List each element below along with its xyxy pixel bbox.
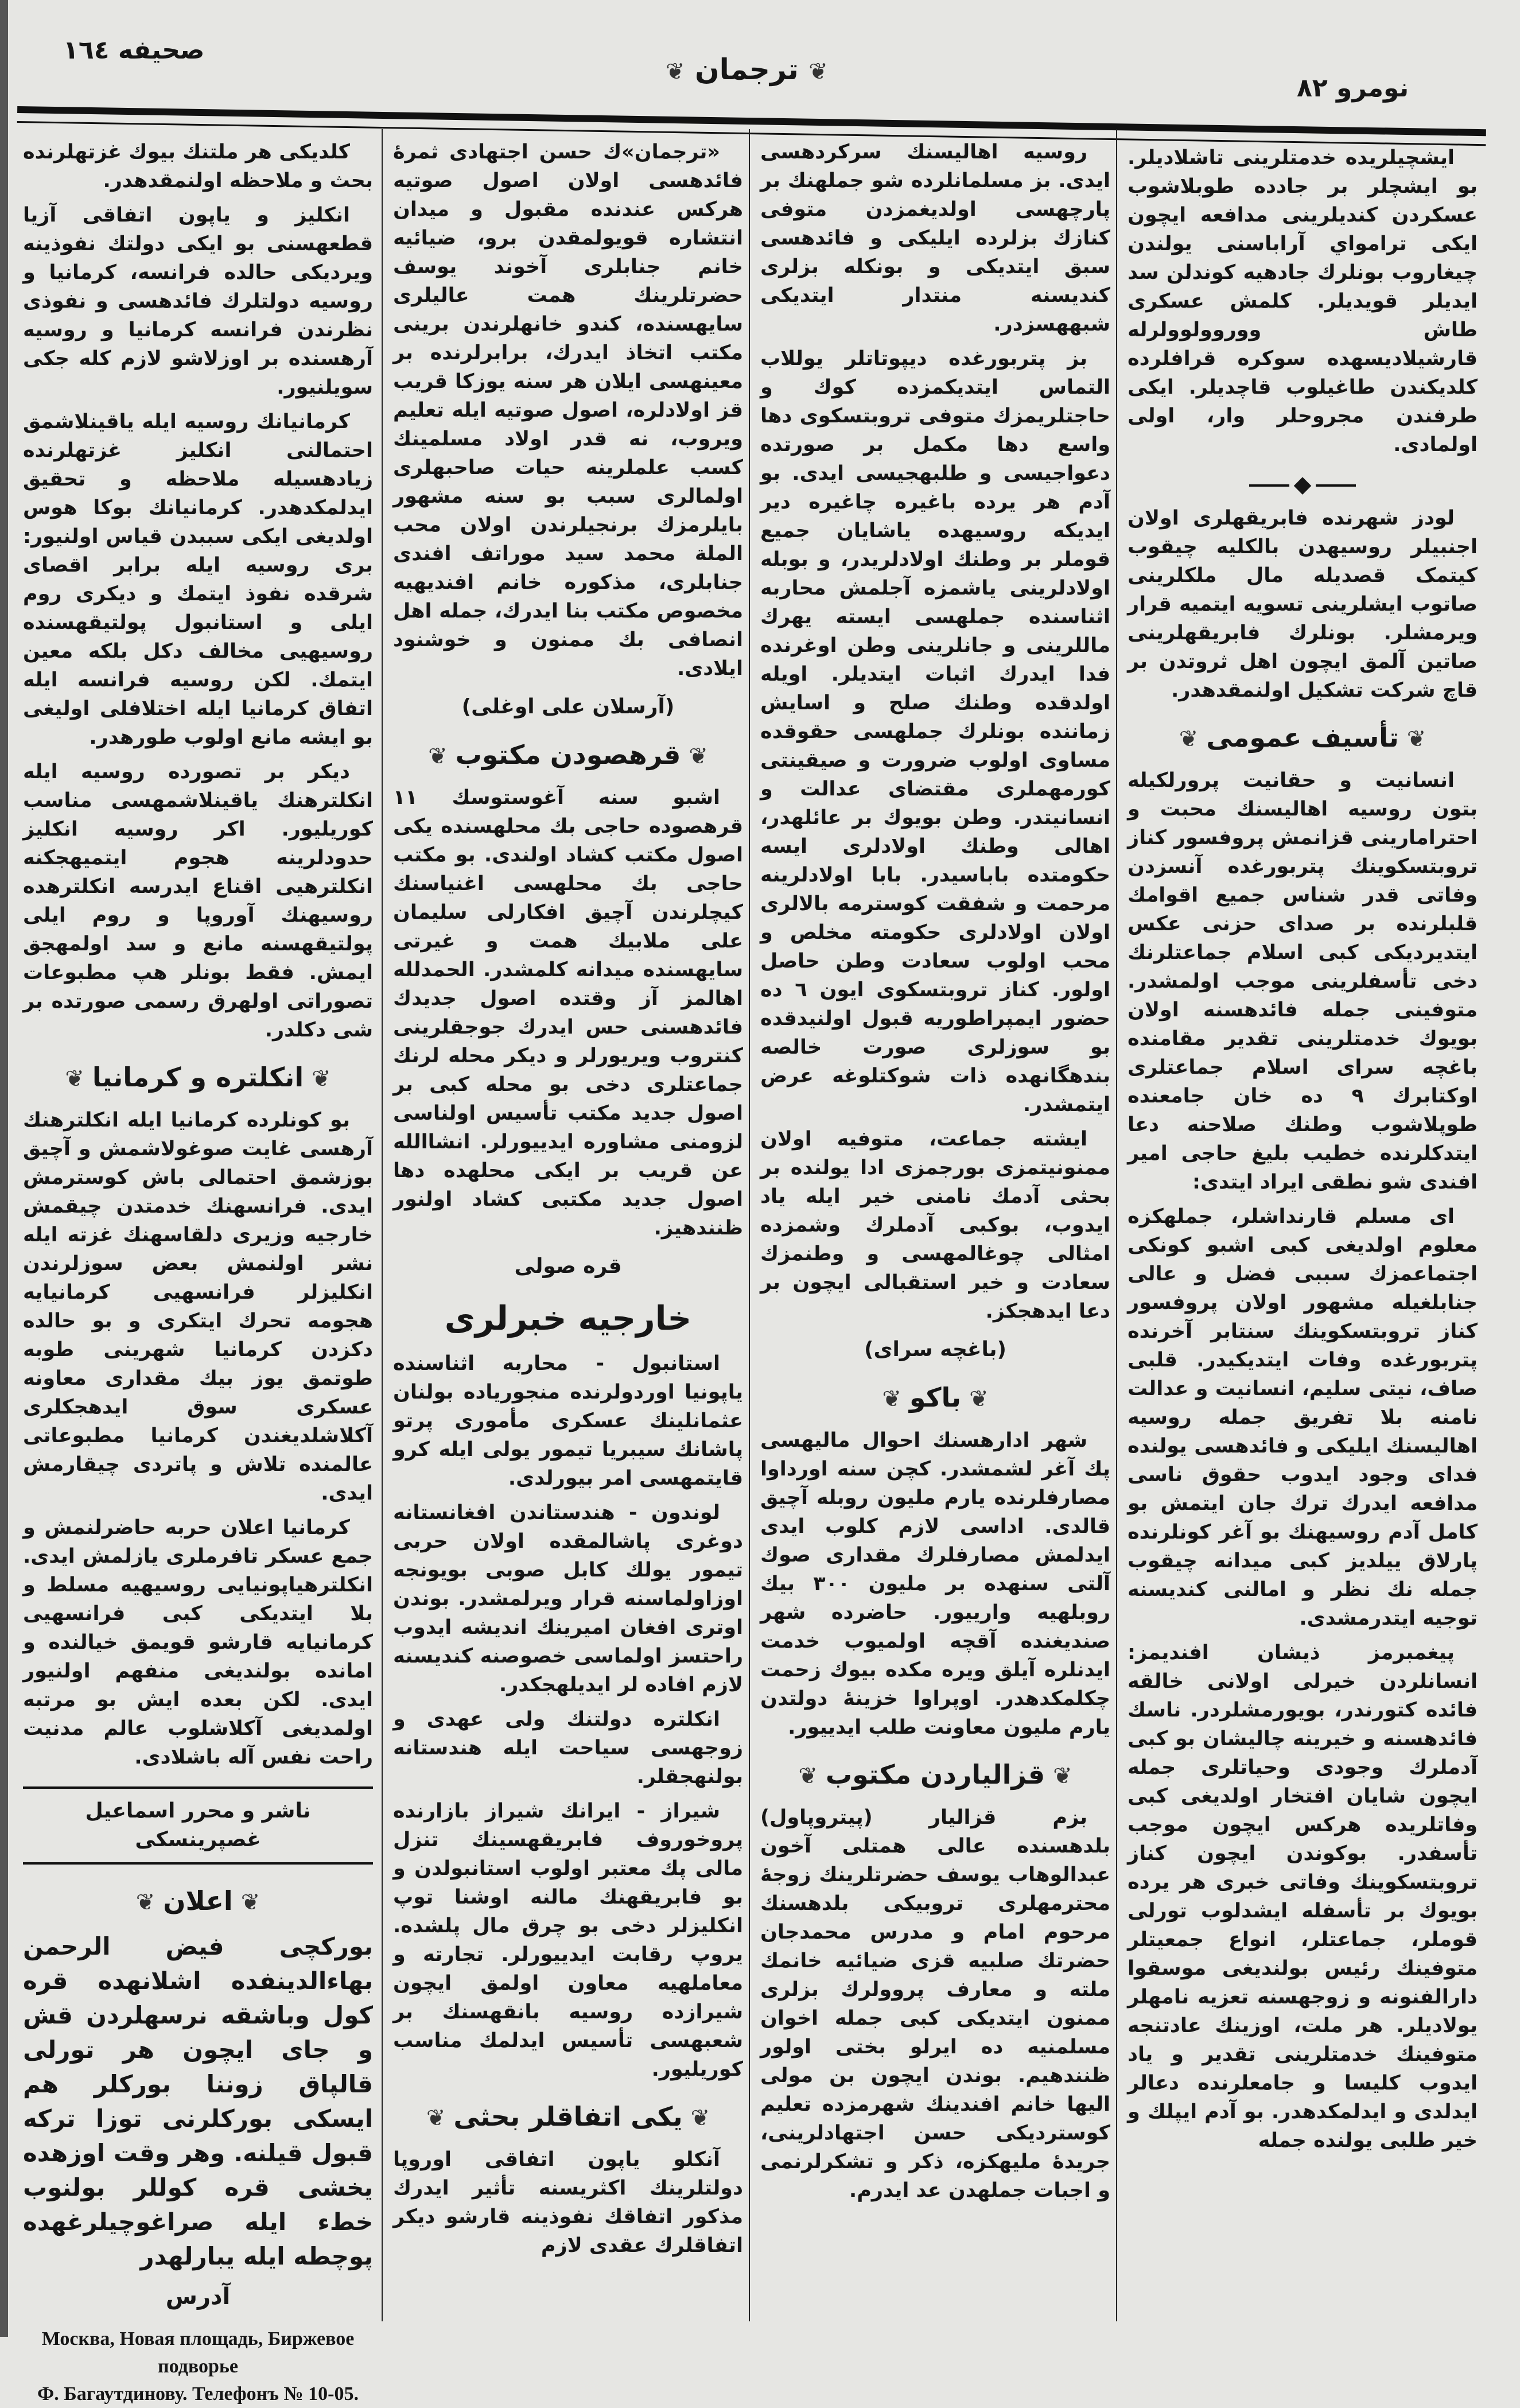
heading-england-germany: ❦انکلتره و کرمانیا❦ (65, 1062, 331, 1093)
article-text: اشبو سنه آغوستوسك ۱۱ قرهصوده حاجی بك محلهسنده یکی اصول مکتب کشاد اولندی. بو مکتب حاجی بك محلهسی اغنیاسنك کیچلرندن آچیق افکارلی سلیمان علی ملابیك همت و غیرتی سایهسنده میدانه کلمشدر. الحمدلله اهالمز آز وقتده اصول جدیدك فائدهسنی حس ایدرك جوجقلرینی کنتروب ویریورلر و دیکر محله لرنك جماعتلری دخی بو محله کبی بر اصول جدید مکتب تأسیس اولناسی لزومنی مشاوره ایدییورلر. انشاالله عن قریب بر ایکی محلهده دها اصول جدید مکتبی کشاد اولنور ظنندهیز. (393, 786, 743, 1240)
signature: (آرسلان علی اوغلی) (461, 695, 675, 718)
separator-ornament: ◆ (1128, 468, 1478, 500)
article-text: کرمانیانك روسیه ایله یاقینلاشمق احتمالنی انکلیز غزتهلرنده زیادهسیله ملاحظه و تحقیق ایدلمکدهدر. کرمانیانك بوکا هوس اولدیغی ایکی سببدن قیاس اولنیور: بری روسیه ایله برابر اقصای شرقده نفوذ ایتمك و دیکری روم ایلی و استانبول پولتیقهسنده روسیهیی مخالف دکل بلکه معین ایتمك. لکن روسیه فرانسه ایله اتفاق کرمانیا ایله اختلافلی اولیغی بو ایشه مانع اولوب طورهدر. (23, 410, 373, 749)
signature: قره صولی (514, 1255, 622, 1278)
article-text: ای مسلم قارنداشلر، جملهکزه معلوم اولدیغی کبی اشبو کونکی اجتماعمزك سببی فضل و عالی جنابلغیله مشهور اولان پروفسور کناز تروبتسکوینك سنتابر آخرنده پتربورغده وفات ایتدیکیدر. قلبی صاف، نیتی سلیم، انسانیت و عدالت نامنه بلا تفریق جمله روسیه اهالیسنك ایلیکی و فائدهسی یولنده فدای وجود ایدوب حقوق ناسی مدافعه ایدرك ترك جان ایتمش بو کامل آدم روسیهنك بو آغر کونلرنده پارلاق ییلدیز کبی میدانه چیقوب جمله نك نظر و امالنی کندیسنه توجیه ایتدرمشدی. (1128, 1205, 1478, 1630)
heading-foreign-news: خارجیه خبرلری (444, 1299, 692, 1338)
article-text: بز پتربورغده دیپوتاتلر یوللاب التماس ایتدیکمزده کوك و حاجتلریمزك متوفی تروبتسکوی دها واسع دها مکمل بر صورتده دعواجیسی و طلبهجیسی ایدی. بو آدم هر یرده باغیره چاغیره دیر ایدیکه روسیهده یاشایان جمیع قوملر بر وطنك اولادلریدر، و بوبله اولادلرینی یاشمزه آجلمش محاربه اثناسنده جملهسی ایسته یهرك ماللرینی و جانلرینی وطن اوغرنده فدا ایدرك اثبات ایتدیلر. اویله اولدقده وطنك صلح و اسایش زماننده بونلرك جملهسی حقوقده مساوی اولوب ضرورت و صیقینتی کورمهملری مقتضای عدالت و انسانیتدر. وطن بویوك بر عائلهدر، اهالی وطنك اولادلری ایسه حکومتده باباسیدر. بابا اولادلرینه مرحمت و شفقت کوسترمه بالالری اولان اولادلری حکومته مخلص و محب اولوب سعادت وطن حاصل اولور. کناز تروبتسکوی ایون ٦ ده حضور ایمپراطوریه قبول اولنیدقده بو سوزلری صورت خالصه بندهگانهده ذات شوکتلوغه عرض ایتمشدر. (760, 347, 1110, 1116)
article-text: روسیه اهالیسنك سرکردهسی ایدی. بز مسلمانلرده شو جملهنك بر پارچهسی اولدیغمزدن متوفی کنازك بزلرده ایلیکی و فائدهسی سبق ایتدیکی و بونکله بزلری کندیسنه منتدار ایتدیکی شبههسزدر. (760, 141, 1110, 336)
news-item: لوندون - هندستاندن افغانستانه دوغری پاشالمقده اولان حربی تیمور یولك کابل صوبی بویونجه اوزاولماسنه قرار ویرلمشدر. بوندن اوتری افغان امیرینك اندیشه ایدوب راحتسز اولماسی خصوصنه کندیسنه لازم افاده لر ایدیلهجکدر. (393, 1501, 743, 1696)
column-3 (393, 138, 743, 2266)
column-2 (760, 138, 1110, 2211)
ornament-icon: ❦ (808, 59, 828, 85)
column-divider (749, 129, 750, 2321)
column-1 (1128, 143, 1478, 2161)
heading-qarasu: ❦قرهصودن مکتوب❦ (428, 739, 708, 770)
article-text: کرمانیا اعلان حربه حاضرلنمش و جمع عسکر تافرملری یازلمش ایدی. انکلترهیاپونیایی روسیهیه مسلط و بلا ایتدیکی کبی فرانسهیی کرمانیایه قارشو قویمق خیالنده و امانده بولندیغی منفهم اولنیور ایدی. لکن بعده ایش بو مرتبه اولمدیغی آکلاشلوب عالم مدنیت راحت نفس آله باشلادی. (23, 1516, 373, 1769)
heading-qizilyar: ❦قزالياردن مکتوب❦ (798, 1759, 1072, 1790)
page-number: صحیفه ۱٦٤ (63, 36, 205, 65)
heading-announcement: ❦اعلان❦ (135, 1885, 261, 1916)
article-text: ایشچیلریده خدمتلرینی تاشلادیلر. بو ایشچلر بر جادده طوبلاشوب عسکردن کندیلرینی مدافعه ایچون ایکی ترامواي آراباسنی یولندن چیغاروب بونلرك جادهیه کوندلن سد ایدیلر قویدیلر. کلمش عسکری طاش ووروولوولرله قارشیلادیسهده سوکره قرافلرده کلدیکندن طاغیلوب قاچدیلر. ایکی طرفندن مجروحلر وار، اولی اولمادی. (1128, 146, 1478, 456)
article-text: ایشته جماعت، متوفیه اولان ممنونیتمزی بورجمزی ادا یولنده بر بحثی آدمك نامنی خیر ایله یاد ایدوب، بوکبی آدملرك وشمزده امثالی چوغالمهسی و وطنمزك سعادت و خیر استقبالی ایچون بر دعا ایدهجکز. (760, 1128, 1110, 1323)
address-line-1: Москва, Новая площадь, Биржевое подворье (41, 2328, 355, 2377)
heading-new-alliances: ❦یکی اتفاقلر بحثی❦ (426, 2101, 710, 2132)
column-4 (23, 138, 373, 2408)
article-text: بزم قزالیار (پیتروپاول) بلدهسنده عالی همتلی آخون عبدالوهاب یوسف حضرتلرینك زوجهٔ محترمهلری تروبیکی بلدهسنك مرحوم امام و مدرس محمدجان حضرتك صلبیه قزی ضیائیه خانمك ملته و معارف پروولرك بزلری ممنون ایتدیکی کبی جمله اخوان مسلمنیه ده ایرلو بختی اولور ظنندهیم. بوندن ایچون بن مولی الیها خانم افندینك شهرمزده تعلیم کوستردیکی حسن اجتهادلرینی، جریدهٔ ملیهکزه، ذکر و تشکرلرنمی و اجبات جملهدن عد ایدرم. (760, 1806, 1110, 2202)
news-item: استانبول - محاربه اثناسنده یاپونیا اوردولرنده منجوریاده بولنان عثمانلینك عسکری مأموری پرتو پاشانك سیبریا تیمور یولی ایله کرو قایتمهسی امر بیورلدی. (393, 1352, 743, 1490)
heading-baku: ❦باکو❦ (882, 1382, 989, 1413)
article-text: انسانیت و حقانیت پرورلکیله بتون روسیه اهالیسنك محبت و احترامارینی قزانمش پروفسور کناز تروبتسکوینك پتربورغده آنسزدن وفاتی قدر شناس جمیع اقوامك قلبلرنده بر صدای حزنی عکس ایتدیردیکی کبی اسلام جماعتلرنك دخی تأسفلرینی موجب اولمشدر. متوفینی جمله فائدهسنه اولان بویوك خدمتلرینی تقدیر مقامنده باغچه سرای اسلام جماعتلری اوکتابرك ۹ ده خان جامعنده طوپلاشوب وطنك صلاحنه دعا ایتدکلرنده خطیب بلیغ حاجی امیر افندی شو نطقی ایراد ایتدی: (1128, 769, 1478, 1194)
article-text: لودز شهرنده فابریقهلری اولان اجنبیلر روسیهدن بالکلیه چیقوب کیتمک قصدیله مال ملکلرینی صاتوب ایشلرینی تسویه ایتمیه قرار ویرمشلر. بونلرك فابریقهلرینی صاتین آلمق ایچون اهل ثروتدن بر قاچ شرکت تشکیل اولنمقدهدر. (1128, 507, 1478, 702)
heading-tesif-umumi: ❦تأسیف عمومی❦ (1179, 722, 1426, 753)
article-text: پیغمبرمز ذیشان افندیمز: انسانلردن خیرلی اولانی خالقه فائده کتورندر، بویورمشلردر. ناسك فائدهسنه و خیرینه چالیشان بو کبی آدملرك وجودی وحیاتلری جمله ایچون شایان افتخار اولدیغی کبی وفاتلریده هرکس ایچون موجب تأسفدر. بوکوندن ایچون کناز تروبتسکوینك وفاتی خبری هر یرده بویوك بر تأسفله ایشدلوب تورلی قوملر، جماعتلر، انواع جمعیتلر متوفینك رئیس بولندیغی موسقوا دارالفنونه و زوجهسنه تعزیه نامهلر یولادیلر. هر ملت، اوزینك عادتنجه متوفینك خدمتلرینی تقدیر و یاد ایدوب کلیسا و جامعلرنده دعالر ایدلدی و ایدلمکدهدر. بو آدم ایپلك و خیر طلبی یولنده جمله (1128, 1641, 1478, 2152)
article-text: انکلیز و یاپون اتفاقی آزیا قطعهسنی بو ایکی دولتك نفوذینه ویردیکی حالده فرانسه، کرمانیا و روسیه دولتلرك فائدهسی و نفوذی نظرندن فرانسه کرمانیا و روسیه آرهسنده بر اوزلاشو لازم کله جکی سویلنیور. (23, 204, 373, 399)
article-text: شهر ادارهسنك احوال مالیهسی پك آغر لشمشدر. کچن سنه اورداوا مصارفلرنده یارم ملیون روبله آچیق قالدی. اداسی لازم کلوب ایدی ایدلمش مصارفلرك مقداری صوك آلتی سنهده بر ملیون ۳۰۰ بیك روبلهیه وارییور. حاضرده شهر صندیغنده آقچه اولمیوب خدمت ایدنلره آیلق ویره مکده بیوك زحمت چکلمکدهدر. اوپراوا خزینهٔ دولتدن یارم ملیون معاونت طلب ایدییور. (760, 1429, 1110, 1739)
address-russian (23, 2325, 373, 2408)
column-divider (1116, 129, 1117, 2321)
article-text: دیکر بر تصورده روسیه ایله انکلترهنك یاقینلاشمهسی مناسب کوریلیور. اکر روسیه انکلیز حدودلرینه هجوم ایتمیهجکنه انکلترهیی اقناع ایدرسه انکلترهده روسیهنك آوروپا و روم ایلی پولتیقهسنه مانع و سد اولمهجق ایمش. فقط بونلر هپ مطبوعات تصوراتی اولهرق رسمی صورتده بر شی دکلدر. (23, 760, 373, 1042)
address-label: آدرس (165, 2283, 231, 2310)
article-text: «ترجمان»ك حسن اجتهادی ثمرهٔ فائدهسی اولان اصول صوتیه هرکس عندنده مقبول و میدان انتشاره قویولمقدن برو، ضیائیه خانم جنابلری آخوند یوسف حضرتلرینك همت عالیلری سایهسنده، کندو خانهلرندن برینی مکتب اتخاذ ایدرك، برابرلرنده بر معینهسی ایلان هر سنه یوزکا قریب قز اولادلره، اصول صوتیه ایله تعلیم ویروب، نه قدر اولاد مسلمینك کسب علملرینه حیات صاحبهلری اولمالری سبب بو سنه مشهور بایلرمزك برنجیلرندن اولان محب الملة محمد سید موراتف افندی جنابلری، مذکوره خانم افندیهیه مخصوص مکتب بنا ایدرك، جمله اهل انصافی بك ممنون و خوشنود ایلادی. (393, 141, 743, 680)
issue-number: نومرو ٨٢ (1297, 73, 1409, 103)
ornament-icon: ❦ (666, 59, 685, 85)
article-text: کلدیکی هر ملتنك بیوك غزتهلرنده بحث و ملاحظه اولنمقدهدر. (23, 141, 373, 192)
publisher-line: ناشر و محرر اسماعیل غصپرینسکی (23, 1786, 373, 1865)
signature: (باغچه سرای) (864, 1338, 1006, 1361)
title-text: ترجمان (694, 53, 799, 86)
column-divider (382, 129, 383, 2321)
article-text: آنکلو یاپون اتفاقی اوروپا دولتلرینك اکثریسنه تأثیر ایدرك مذکور اتفاقك نفوذینه قارشو دیکر اتفاقلرك عقدی لازم (393, 2148, 743, 2257)
address-line-2: Ф. Багаутдинову. Телефонъ № 10-05. (37, 2383, 359, 2405)
news-item: شیراز - ایرانك شیراز بازارنده پروخوروف فابریقهسینك تنزل مالی پك معتبر اولوب استانبولدن و بو فابریقهنك مالنه اوشنا توپ انکلیزلر دخی بو چرق مال پلشده. یروپ رقابت ایدییورلر. تجارته و معاملهیه معاون اولمق ایچون شیرازده روسیه بانقهسنك بر شعبهسی تأسیس ایدلمك مناسب کوریلیور. (393, 1800, 743, 2081)
news-item: انکلتره دولتنك ولی عهدی و زوجهسی سیاحت ایله هندستانه بولنهجقلر. (393, 1708, 743, 1788)
page-edge (0, 0, 8, 2337)
article-text: بو کونلرده کرمانیا ایله انکلترهنك آرهسی غایت صوغولاشمش و آچیق بوزشمق احتمالی باش کوسترمش ایدی. فرانسهنك خدمتدن چیقمش خارجیه وزیری دلقاسهنك غزته ایله نشر اولنمش بعض سوزلرندن انکلیزلر فرانسهیی کرمانیایه هجومه تحرك ایتکری و بو حالده دکزدن کرمانیا شهرینی طوبه طوتمق یوز بیك مقداری معاونه عسکری سوق ایدهجکلری آکلاشلدیغندن کرمانیا مطبوعاتی عالمنده تلاش و پاتردی چیقارمش ایدی. (23, 1109, 373, 1505)
advertisement-text: بورکچی فیض الرحمن بهاءالدینفده اشلانهده قره کول وباشقه نرسهلردن قش و جای ایچون هر تورلی قالپاق زوننا بورکلر هم ایسکی بورکلرنی توزا ترکه قبول قیلنه. وهر وقت اوزهده یخشی قره کوللر بولنوب خطء ایله صراغوچیلرغهده پوچطه ایله یبارلهدر (23, 1932, 373, 2270)
newspaper-title (666, 53, 828, 86)
